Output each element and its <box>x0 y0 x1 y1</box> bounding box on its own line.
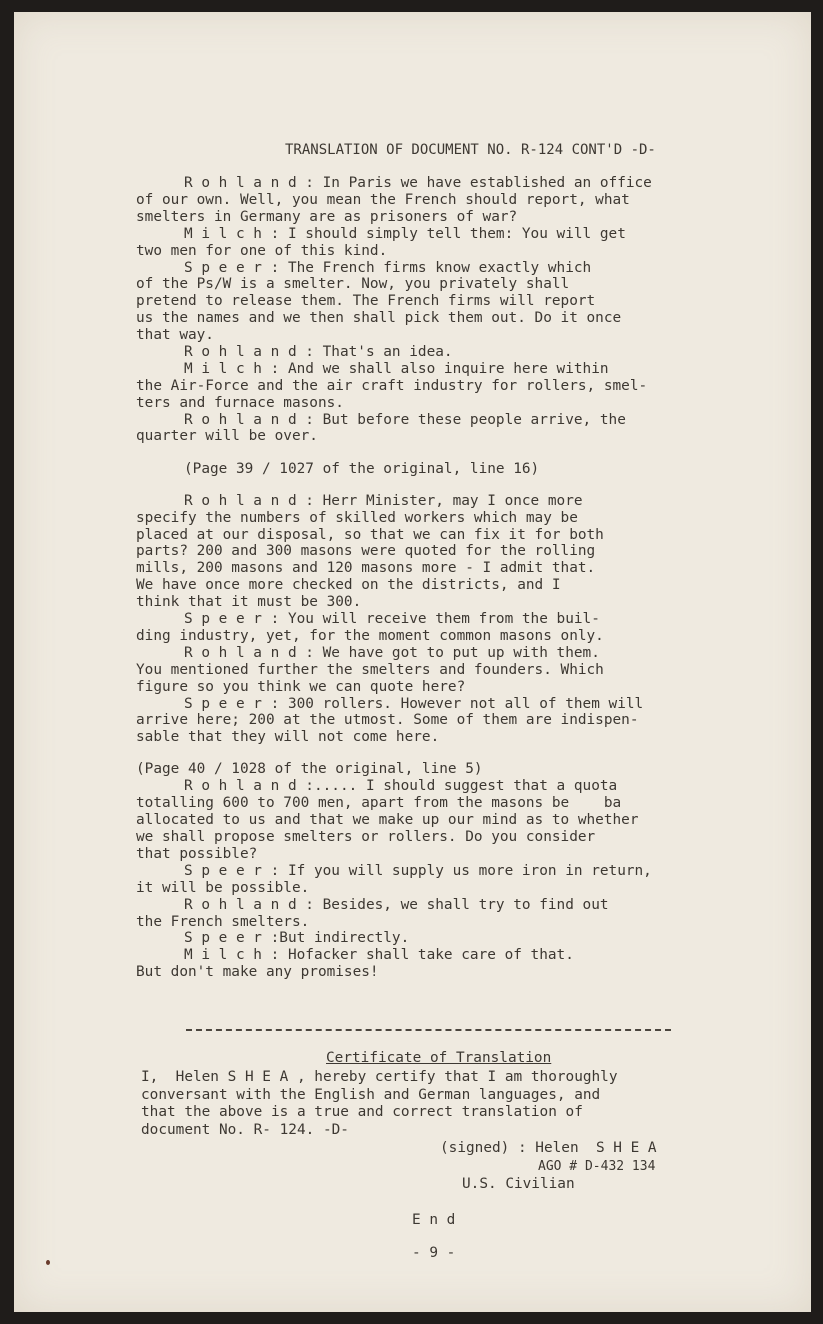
body-line: R o h l a n d : In Paris we have established an office <box>184 175 652 191</box>
body-line: we shall propose smelters or rollers. Do you consider <box>136 829 596 845</box>
body-line: R o h l a n d :..... I should suggest that a quota <box>184 778 618 794</box>
end-label: E n d <box>412 1212 456 1228</box>
body-line: You mentioned further the smelters and founders. Which <box>136 662 604 678</box>
body-line: two men for one of this kind. <box>136 243 388 259</box>
document-header: TRANSLATION OF DOCUMENT NO. R-124 CONT'D -D- <box>285 142 656 158</box>
body-line: S p e e r : The French firms know exactly which <box>184 260 592 276</box>
body-line: M i l c h : Hofacker shall take care of that. <box>184 947 574 963</box>
body-line: R o h l a n d : We have got to put up with them. <box>184 645 600 661</box>
body-line: of our own. Well, you mean the French should report, what <box>136 192 630 208</box>
body-line: think that it must be 300. <box>136 594 362 610</box>
body-line: smelters in Germany are as prisoners of war? <box>136 209 518 225</box>
body-line: the French smelters. <box>136 914 310 930</box>
body-line: quarter will be over. <box>136 428 318 444</box>
body-line: R o h l a n d : That's an idea. <box>184 344 453 360</box>
body-line: pretend to release them. The French firms will report <box>136 293 596 309</box>
signature-title: U.S. Civilian <box>462 1176 575 1192</box>
body-line: the Air-Force and the air craft industry for rollers, smel- <box>136 378 648 394</box>
ink-spot <box>46 1260 50 1265</box>
body-line: But don't make any promises! <box>136 964 379 980</box>
body-line: of the Ps/W is a smelter. Now, you privately shall <box>136 276 570 292</box>
body-line: ding industry, yet, for the moment common masons only. <box>136 628 604 644</box>
body-line: M i l c h : And we shall also inquire here within <box>184 361 609 377</box>
body-line: figure so you think we can quote here? <box>136 679 466 695</box>
body-line: R o h l a n d : But before these people arrive, the <box>184 412 626 428</box>
body-line: ters and furnace masons. <box>136 395 344 411</box>
body-line: specify the numbers of skilled workers which may be <box>136 510 578 526</box>
certificate-title: Certificate of Translation <box>326 1050 552 1066</box>
body-line: M i l c h : I should simply tell them: You will get <box>184 226 626 242</box>
body-line: mills, 200 masons and 120 masons more - I admit that. <box>136 560 596 576</box>
body-line: S p e e r : If you will supply us more iron in return, <box>184 863 652 879</box>
body-line: S p e e r : You will receive them from the buil- <box>184 611 600 627</box>
document-page <box>14 12 811 1312</box>
body-line: sable that they will not come here. <box>136 729 440 745</box>
body-line: that way. <box>136 327 214 343</box>
certificate-line: document No. R- 124. -D- <box>141 1122 349 1138</box>
body-line: S p e e r : 300 rollers. However not all of them will <box>184 696 644 712</box>
page-number: - 9 - <box>412 1245 456 1261</box>
body-line: allocated to us and that we make up our mind as to whether <box>136 812 639 828</box>
body-line: that possible? <box>136 846 258 862</box>
body-line: us the names and we then shall pick them out. Do it once <box>136 310 622 326</box>
body-line: R o h l a n d : Herr Minister, may I once more <box>184 493 583 509</box>
body-line: it will be possible. <box>136 880 310 896</box>
body-line: placed at our disposal, so that we can fix it for both <box>136 527 604 543</box>
body-line: arrive here; 200 at the utmost. Some of them are indispen- <box>136 712 639 728</box>
certificate-line: that the above is a true and correct translation of <box>141 1104 583 1120</box>
certificate-line: I, Helen S H E A , hereby certify that I am thoroughly <box>141 1069 618 1085</box>
body-line: (Page 40 / 1028 of the original, line 5) <box>136 761 483 777</box>
body-line: parts? 200 and 300 masons were quoted for the rolling <box>136 543 596 559</box>
signature-ago: AGO # D-432 134 <box>538 1159 656 1174</box>
certificate-line: conversant with the English and German languages, and <box>141 1087 601 1103</box>
body-line: R o h l a n d : Besides, we shall try to find out <box>184 897 609 913</box>
signature-signed: (signed) : Helen S H E A <box>440 1140 657 1156</box>
body-line: totalling 600 to 700 men, apart from the masons be ba <box>136 795 622 811</box>
body-line: We have once more checked on the districts, and I <box>136 577 561 593</box>
body-line: (Page 39 / 1027 of the original, line 16) <box>184 461 540 477</box>
divider-line <box>186 1029 671 1031</box>
body-line: S p e e r :But indirectly. <box>184 930 410 946</box>
